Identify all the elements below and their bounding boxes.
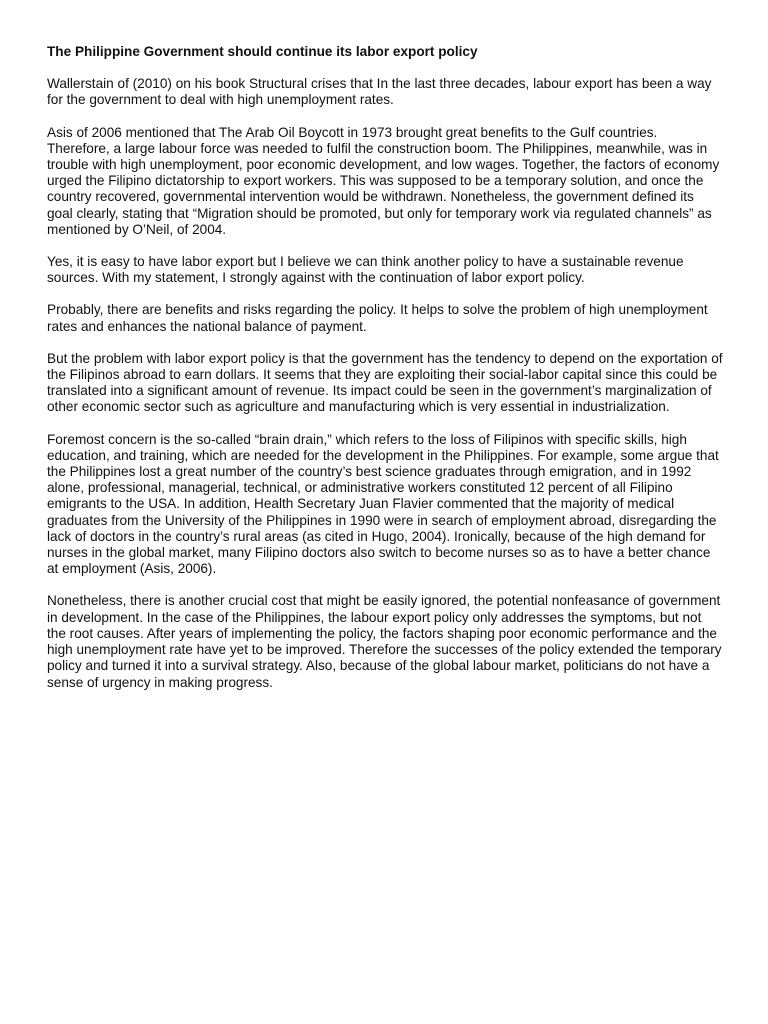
paragraph-labour-export-intro: Wallerstain of (2010) on his book Structural crises that In the last three decades, labour export has been a way for the government to deal with high unemployment rates. xyxy=(47,76,712,108)
paragraph-brain-drain: Foremost concern is the so-called “brain drain,” which refers to the loss of Filipinos with specific skills, high education, and training, which are needed for the development in the Philippines. For example, some argue that the Philippines lost a great number of the country’s best science graduates through emigration, and in 1992 alone, professional, managerial, technical, or administrative workers constituted 12 percent of all Filipino emigrants to the USA. In addition, Health Secretary Juan Flavier commented that the majority of medical graduates from the University of the Philippines in 1990 were in search of employment abroad, disregarding the lack of doctors in the country’s rural areas (as cited in Hugo, 2004). Ironically, because of the high demand for nurses in the global market, many Filipino doctors also switch to become nurses so as to have a better chance at employment (Asis, 2006). xyxy=(47,431,719,577)
paragraph-dependence-problem: But the problem with labor export policy is that the government has the tendency to depend on the exportation of the Filipinos abroad to earn dollars. It seems that they are exploiting their social-labor capital since this could be translated into a significant amount of revenue. Its impact could be seen in the government’s marginalization of other economic sector such as agriculture and manufacturing which is very essential in industrialization. xyxy=(47,350,723,415)
paragraph-benefits-risks: Probably, there are benefits and risks regarding the policy. It helps to solve the problem of high unemployment rates and enhances the national balance of payment. xyxy=(47,302,708,334)
paragraph-arab-oil-boycott: Asis of 2006 mentioned that The Arab Oil Boycott in 1973 brought great benefits to the Gulf countries. Therefore, a large labour force was needed to fulfil the construction boom. The Philippines, meanwhile, was in trouble with high unemployment, poor economic development, and low wages. Together, the factors of economy urged the Filipino dictatorship to export workers. This was supposed to be a temporary solution, and once the country recovered, governmental intervention would be withdrawn. Nonetheless, the government defined its goal clearly, stating that “Migration should be promoted, but only for temporary work via regulated channels” as mentioned by O’Neil, of 2004. xyxy=(47,124,720,237)
document-title: The Philippine Government should continue its labor export policy xyxy=(47,44,478,59)
paragraph-author-position: Yes, it is easy to have labor export but I believe we can think another policy to have a sustainable revenue sources. With my statement, I strongly against with the continuation of labor export policy. xyxy=(47,254,684,286)
paragraph-nonfeasance: Nonetheless, there is another crucial cost that might be easily ignored, the potential nonfeasance of government in development. In the case of the Philippines, the labour export policy only addresses the symptoms, but not the root causes. After years of implementing the policy, the factors shaping poor economic performance and the high unemployment rate have yet to be improved. Therefore the successes of the policy extended the temporary policy and turned it into a survival strategy. Also, because of the global labour market, politicians do not have a sense of urgency in making progress. xyxy=(47,593,722,690)
